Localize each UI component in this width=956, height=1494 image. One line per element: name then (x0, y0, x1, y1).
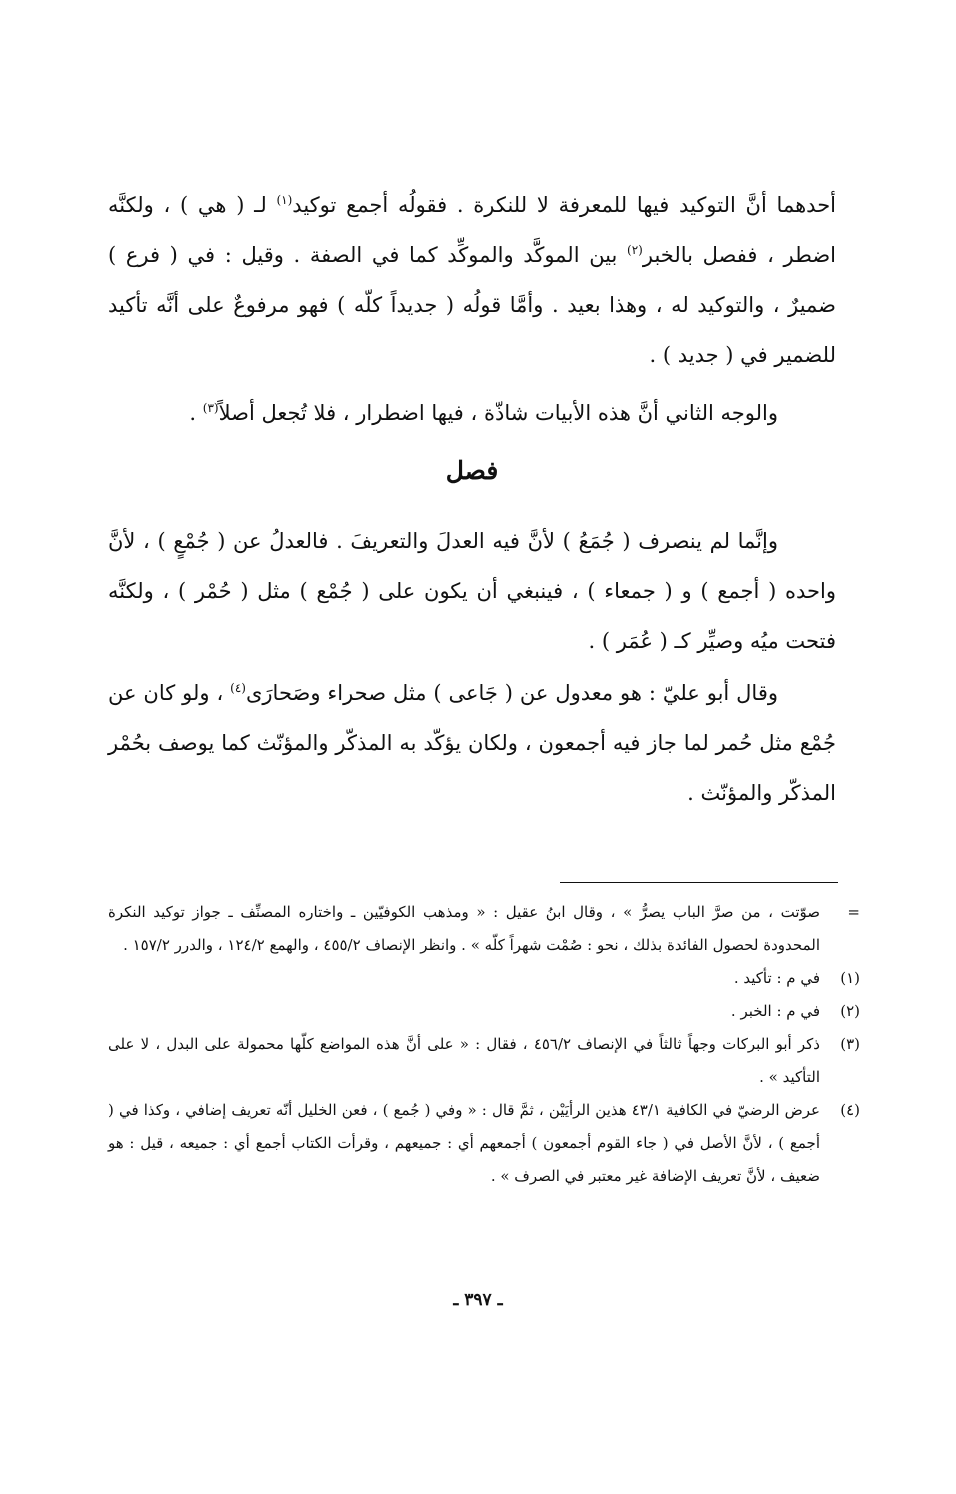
footnote-ref-3[interactable]: (٣) (202, 401, 219, 415)
section-heading: فصل (445, 456, 499, 485)
footnote-ref-4[interactable]: (٤) (230, 681, 246, 695)
paragraph-1-part-c: بين الموكَّد والموكِّد كما في الصفة . وقيل : في ( فرع ) ضميرٌ ، والتوكيد له ، وهذا بعيد . وأمَّا قولُه ( جديداً كلّه ) فهو مرفوعٌ على أنَّه تأكيد للضمير في ( جديد ) . (108, 243, 836, 367)
paragraph-1-part-a: أحدهما أنَّ التوكيد فيها للمعرفة لا للنكرة . فقولُه أجمع توكيد (292, 193, 837, 217)
footnote-3 (108, 1028, 860, 1094)
footnote-1 (108, 962, 860, 995)
footnote-1-mark: (١) (840, 969, 860, 987)
footnote-2 (108, 995, 860, 1028)
footnote-3-text: ذكر أبو البركات وجهاً ثالثاً في الإنصاف ٤٥٦/٢ ، فقال : « على أنَّ هذه المواضع كلّها محمولة على البدل ، لا على التأكيد » . (108, 1035, 820, 1086)
paragraph-4 (108, 668, 836, 818)
footnote-4-text: عرض الرضيّ في الكافية ٤٣/١ هذين الرأيَيْن ، ثمَّ قال : « وفي ( جُمع ) ، فعن الخليل أنّه تعريف إضافي ، وكذا في ( أجمع ) ، لأنَّ الأصل في ( جاء القوم أجمعون ) أجمعهم أي : جميعهم ، وقرأت الكتاب أجمع أي : جميعه ، قيل : هو ضعيف ، لأنَّ تعريف الإضافة غير معتبر في الصرف » . (108, 1101, 820, 1185)
paragraph-3: وإنَّما لم ينصرف ( جُمَعُ ) لأنَّ فيه العدلَ والتعريفَ . فالعدلُ عن ( جُمْعٍ ) ، لأنَّ واحده ( أجمع ) و ( جمعاء ) ، فينبغي أن يكون على ( جُمْع ) مثل ( حُمْر ) ، ولكنَّه فتحت ميُه وصيِّر كـ ( عُمَر ) . (108, 529, 836, 653)
paragraph-4-part-b: ، ولو كان عن جُمْع مثل حُمر لما جاز فيه أجمعون ، ولكان يؤكّد به المذكّر والمؤنّث كما يوصف بحُمْر المذكّر والمؤنّث . (108, 681, 836, 805)
continuation-text: صوّتت ، من صرَّ الباب يصرُّ » ، وقال ابنُ عقيل : « ومذهب الكوفيّين ـ واختاره المصنِّف ـ جواز توكيد النكرة المحدودة لحصول الفائدة بذلك ، نحو : صُمْت شهراً كلّه » . وانظر الإنصاف ٤٥٥/٢ ، والهمع ١٢٤/٢ ، والدرر ١٥٧/٢ . (108, 903, 820, 954)
footnote-continuation (108, 896, 860, 962)
main-text-3 (108, 516, 836, 666)
footnote-separator (560, 882, 838, 883)
footnote-4 (108, 1094, 860, 1193)
footnotes (108, 896, 860, 1193)
paragraph-4-part-a: وقال أبو عليّ : هو معدول عن ( جَاعى ) مثل صحراء وصَحارَى (245, 681, 779, 705)
footnote-2-text: في م : الخبر . (730, 1002, 820, 1020)
footnote-4-mark: (٤) (840, 1101, 860, 1119)
continuation-mark: = (847, 903, 860, 921)
main-text-2 (108, 388, 836, 438)
paragraph-2-part-b: . (189, 401, 203, 425)
paragraph-2 (108, 388, 836, 438)
page-number: ـ ٣٩٧ ـ (453, 1290, 503, 1310)
main-text (108, 180, 836, 380)
footnote-3-mark: (٣) (840, 1035, 860, 1053)
paragraph-1-part-b: لـ ( هي ) ، ولكنَّه اضطر ، ففصل بالخبر (108, 193, 836, 267)
footnote-ref-1[interactable]: (١) (276, 193, 293, 207)
footnote-2-mark: (٢) (840, 1002, 860, 1020)
footnote-1-text: في م : تأكيد . (733, 969, 820, 987)
paragraph-2-part-a: والوجه الثاني أنَّ هذه الأبيات شاذّة ، فيها اضطرار ، فلا تُجعل أصلاً (218, 401, 778, 425)
main-text-4 (108, 668, 836, 818)
footnote-ref-2[interactable]: (٢) (627, 243, 643, 257)
paragraph-1 (108, 180, 836, 380)
